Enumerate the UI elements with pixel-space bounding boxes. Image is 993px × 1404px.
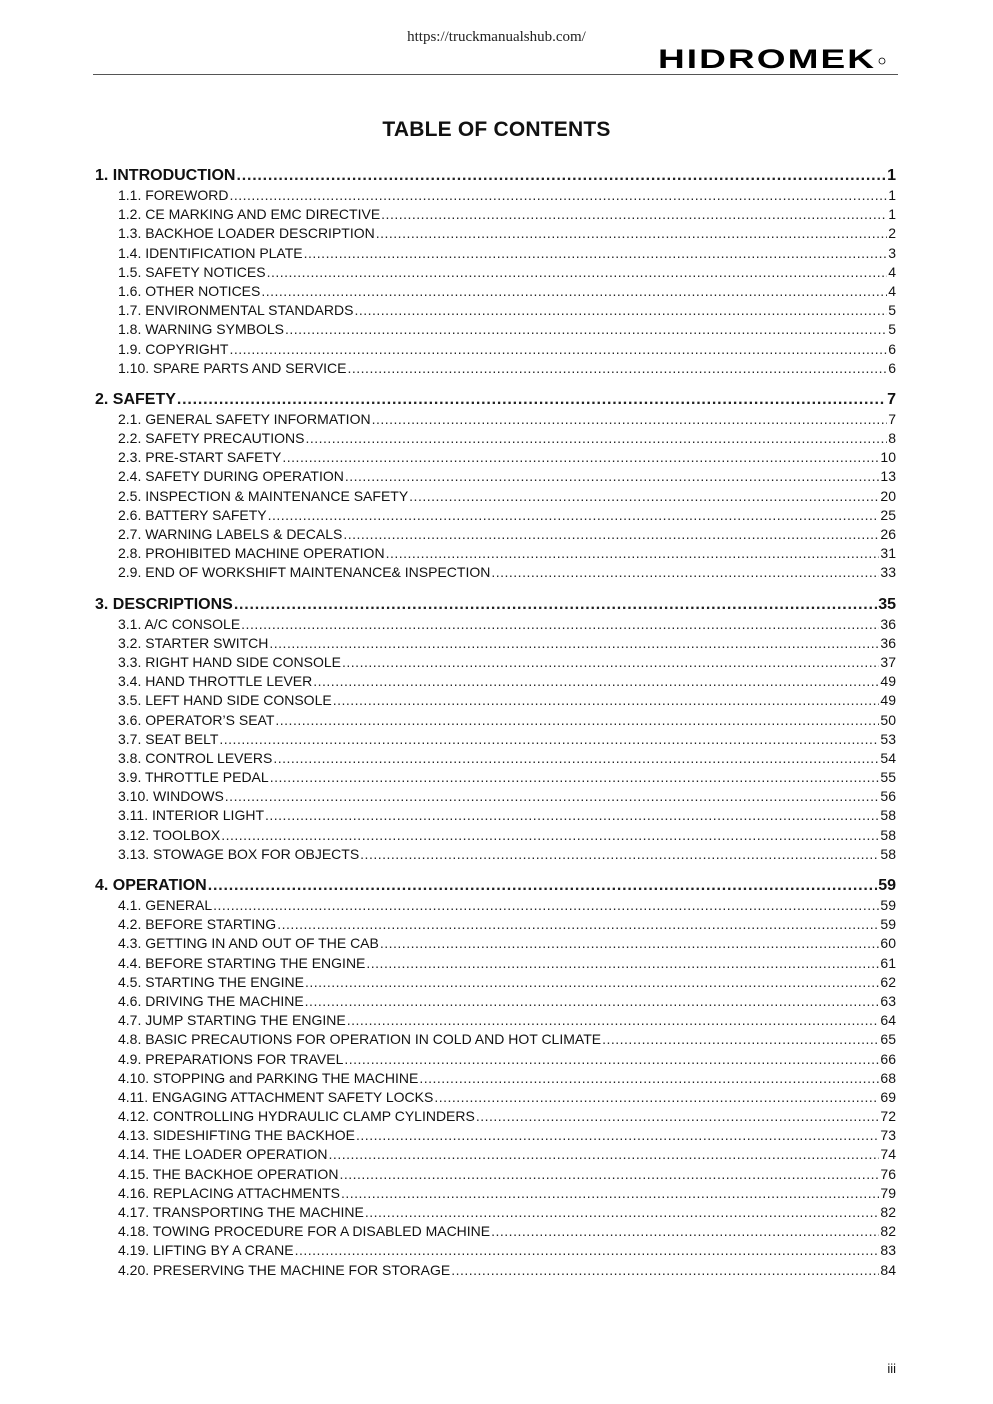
- toc-entry[interactable]: [95, 263, 896, 282]
- toc-entry-label: 3.2. STARTER SWITCH: [118, 634, 269, 651]
- toc-entry[interactable]: [95, 186, 896, 205]
- dot-leader: [313, 672, 879, 691]
- toc-chapter[interactable]: [95, 390, 896, 409]
- toc-entry-label: 3.6. OPERATOR’S SEAT: [118, 711, 275, 728]
- dot-leader: [343, 525, 879, 544]
- toc-entry-page: 58: [880, 845, 896, 862]
- toc-entry[interactable]: [95, 320, 896, 339]
- toc-entry-label: 4.12. CONTROLLING HYDRAULIC CLAMP CYLINDERS: [118, 1108, 475, 1125]
- toc-entry-page: 54: [880, 749, 896, 766]
- toc-entry-label: 4.11. ENGAGING ATTACHMENT SAFETY LOCKS: [118, 1088, 434, 1105]
- toc-entry-label: 1.2. CE MARKING AND EMC DIRECTIVE: [118, 206, 381, 223]
- toc-entry-label: 1.3. BACKHOE LOADER DESCRIPTION: [118, 225, 375, 242]
- dot-leader: [234, 595, 877, 614]
- toc-entry[interactable]: [95, 487, 896, 506]
- toc-entry-page: 58: [880, 807, 896, 824]
- toc-entry[interactable]: [95, 563, 896, 582]
- toc-entry-page: 65: [880, 1031, 896, 1048]
- dot-leader: [345, 467, 880, 486]
- dot-leader: [236, 166, 886, 185]
- dot-leader: [376, 224, 887, 243]
- toc-entry-page: 60: [880, 935, 896, 952]
- toc-entry-label: 2.1. GENERAL SAFETY INFORMATION: [118, 410, 371, 427]
- toc-entry-page: 13: [880, 468, 896, 485]
- toc-entry[interactable]: [95, 749, 896, 768]
- hidromek-logo: [658, 45, 886, 73]
- dot-leader: [269, 634, 879, 653]
- toc-entry[interactable]: [95, 806, 896, 825]
- toc-entry-label: 4.5. STARTING THE ENGINE: [118, 973, 304, 990]
- dot-leader: [329, 1145, 880, 1164]
- toc-entry[interactable]: [95, 730, 896, 749]
- toc-section: [95, 595, 896, 864]
- dot-leader: [386, 544, 880, 563]
- toc-entry-label: 1.5. SAFETY NOTICES: [118, 263, 266, 280]
- toc-entry-label: 4.1. GENERAL: [118, 897, 213, 913]
- toc-chapter-page: 1: [887, 167, 896, 184]
- toc-entry[interactable]: [95, 787, 896, 806]
- toc-entry[interactable]: [95, 1030, 896, 1049]
- toc-entry[interactable]: [95, 973, 896, 992]
- dot-leader: [282, 448, 879, 467]
- toc-entry[interactable]: [95, 467, 896, 486]
- toc-entry-page: 7: [888, 410, 896, 427]
- toc-entry-label: 3.12. TOOLBOX: [118, 826, 221, 843]
- toc-entry-page: 37: [880, 653, 896, 670]
- toc-entry-page: 31: [880, 545, 896, 562]
- toc-entry-page: 59: [880, 916, 896, 933]
- dot-leader: [267, 263, 888, 282]
- dot-leader: [208, 876, 877, 895]
- toc-entry[interactable]: [95, 525, 896, 544]
- toc-entry-label: 2.8. PROHIBITED MACHINE OPERATION: [118, 545, 385, 562]
- toc-entry-label: 3.13. STOWAGE BOX FOR OBJECTS: [118, 845, 360, 862]
- toc-entry-label: 4.6. DRIVING THE MACHINE: [118, 992, 304, 1009]
- toc-entry-page: 8: [888, 430, 896, 447]
- toc-entry-label: 4.8. BASIC PRECAUTIONS FOR OPERATION IN COLD AND HOT CLIMATE: [118, 1031, 602, 1048]
- toc-entry-page: 82: [880, 1223, 896, 1240]
- toc-entry-page: 73: [880, 1127, 896, 1144]
- dot-leader: [409, 487, 879, 506]
- dot-leader: [273, 749, 879, 768]
- toc-entry-page: 25: [880, 506, 896, 523]
- toc-chapter-label: 4. OPERATION: [95, 877, 207, 894]
- toc-entry-page: 62: [880, 973, 896, 990]
- toc-entry[interactable]: [95, 1165, 896, 1184]
- toc-chapter[interactable]: [95, 876, 896, 895]
- toc-entry-label: 3.9. THROTTLE PEDAL: [118, 769, 269, 786]
- toc-entry-label: 2.5. INSPECTION & MAINTENANCE SAFETY: [118, 487, 409, 504]
- toc-chapter-page: 59: [878, 877, 896, 894]
- dot-leader: [365, 1203, 880, 1222]
- toc-entry-label: 1.6. OTHER NOTICES: [118, 282, 261, 299]
- toc-entry[interactable]: [95, 506, 896, 525]
- toc-entry[interactable]: [95, 448, 896, 467]
- toc-entry[interactable]: [95, 826, 896, 845]
- toc-entry-label: 4.14. THE LOADER OPERATION: [118, 1146, 328, 1163]
- dot-leader: [229, 340, 887, 359]
- toc-entry-page: 76: [880, 1165, 896, 1182]
- dot-leader: [366, 954, 879, 973]
- toc-entry[interactable]: [95, 1184, 896, 1203]
- dot-leader: [491, 563, 879, 582]
- dot-leader: [419, 1069, 879, 1088]
- toc-entry-page: 6: [888, 340, 896, 357]
- dot-leader: [333, 691, 880, 710]
- toc-entry[interactable]: [95, 915, 896, 934]
- toc-entry[interactable]: [95, 615, 896, 634]
- toc-section: [95, 166, 896, 378]
- toc-entry-label: 2.2. SAFETY PRECAUTIONS: [118, 430, 305, 447]
- toc-entry[interactable]: [95, 1241, 896, 1260]
- toc-entry-label: 2.4. SAFETY DURING OPERATION: [118, 468, 344, 485]
- toc-entry-page: 49: [880, 673, 896, 690]
- toc-entry[interactable]: [95, 282, 896, 301]
- toc-entry-label: 4.7. JUMP STARTING THE ENGINE: [118, 1012, 346, 1029]
- dot-leader: [360, 845, 879, 864]
- toc-entry-page: 5: [888, 321, 896, 338]
- toc-entry-label: 2.9. END OF WORKSHIFT MAINTENANCE& INSPECTION: [118, 564, 491, 581]
- dot-leader: [347, 1011, 880, 1030]
- toc-entry-label: 3.11. INTERIOR LIGHT: [118, 807, 264, 824]
- toc-entry-label: 3.4. HAND THROTTLE LEVER: [118, 673, 313, 690]
- dot-leader: [305, 973, 879, 992]
- toc-entry[interactable]: [95, 1203, 896, 1222]
- toc-entry-page: 84: [880, 1261, 896, 1278]
- toc-entry[interactable]: [95, 340, 896, 359]
- dot-leader: [241, 615, 879, 634]
- dot-leader: [213, 896, 879, 915]
- dot-leader: [341, 1184, 879, 1203]
- toc-entry-label: 4.20. PRESERVING THE MACHINE FOR STORAGE: [118, 1261, 451, 1278]
- toc-entry-page: 64: [880, 1012, 896, 1029]
- toc-entry-label: 4.16. REPLACING ATTACHMENTS: [118, 1184, 340, 1201]
- dot-leader: [268, 506, 880, 525]
- toc-entry-page: 4: [888, 263, 896, 280]
- toc-entry-label: 4.9. PREPARATIONS FOR TRAVEL: [118, 1050, 344, 1067]
- toc-entry[interactable]: [95, 1011, 896, 1030]
- toc-entry-label: 2.6. BATTERY SAFETY: [118, 506, 267, 523]
- toc-entry-page: 69: [880, 1088, 896, 1105]
- dot-leader: [344, 1050, 879, 1069]
- dot-leader: [277, 915, 879, 934]
- dot-leader: [225, 787, 880, 806]
- toc-entry-page: 26: [880, 526, 896, 542]
- toc-entry-page: 4: [888, 282, 896, 299]
- toc-entry-label: 2.7. WARNING LABELS & DECALS: [118, 526, 343, 542]
- toc-entry-page: 6: [888, 359, 896, 376]
- toc-entry-page: 3: [888, 244, 896, 261]
- toc-entry-page: 59: [880, 897, 896, 913]
- dot-leader: [476, 1107, 880, 1126]
- toc-entry-label: 3.1. A/C CONSOLE: [118, 615, 241, 632]
- toc-entry-page: 20: [880, 487, 896, 504]
- toc-entry-page: 74: [880, 1146, 896, 1163]
- toc-entry-page: 61: [880, 954, 896, 971]
- toc-entry-page: 1: [888, 187, 896, 203]
- dot-leader: [229, 186, 887, 205]
- toc-entry[interactable]: [95, 301, 896, 320]
- toc-entry[interactable]: [95, 1126, 896, 1145]
- toc-entry[interactable]: [95, 954, 896, 973]
- dot-leader: [348, 359, 888, 378]
- dot-leader: [177, 390, 886, 409]
- toc-entry[interactable]: [95, 1145, 896, 1164]
- dot-leader: [380, 934, 880, 953]
- toc-entry-label: 4.19. LIFTING BY A CRANE: [118, 1242, 294, 1259]
- toc-section: [95, 390, 896, 583]
- page-title: TABLE OF CONTENTS: [382, 118, 611, 141]
- toc-entry-page: 10: [880, 449, 896, 466]
- toc-entry-label: 4.18. TOWING PROCEDURE FOR A DISABLED MACHINE: [118, 1223, 491, 1240]
- dot-leader: [342, 653, 879, 672]
- toc-chapter[interactable]: [95, 595, 896, 614]
- toc-entry-label: 1.1. FOREWORD: [118, 187, 229, 203]
- toc-entry-page: 79: [880, 1184, 896, 1201]
- toc-entry-label: 1.10. SPARE PARTS AND SERVICE: [118, 359, 347, 376]
- toc-entry-label: 1.4. IDENTIFICATION PLATE: [118, 244, 303, 261]
- toc-entry-page: 72: [880, 1108, 896, 1125]
- toc-entry[interactable]: [95, 934, 896, 953]
- toc-chapter-page: 35: [878, 595, 896, 613]
- header-divider: [93, 74, 898, 75]
- svg-text:HIDROMEK: HIDROMEK: [658, 45, 876, 73]
- dot-leader: [339, 1165, 879, 1184]
- dot-leader: [354, 301, 887, 320]
- toc-entry[interactable]: [95, 1069, 896, 1088]
- toc-entry-label: 1.9. COPYRIGHT: [118, 340, 229, 357]
- toc-entry-page: 53: [880, 730, 896, 747]
- toc-entry-label: 3.7. SEAT BELT: [118, 730, 219, 747]
- toc-section: [95, 876, 896, 1280]
- toc-entry-page: 5: [888, 302, 896, 319]
- toc-entry[interactable]: [95, 1107, 896, 1126]
- toc-entry[interactable]: [95, 1222, 896, 1241]
- toc-entry-label: 1.7. ENVIRONMENTAL STANDARDS: [118, 302, 354, 319]
- dot-leader: [219, 730, 879, 749]
- dot-leader: [602, 1030, 879, 1049]
- dot-leader: [305, 992, 880, 1011]
- toc-entry-page: 58: [880, 826, 896, 843]
- toc-entry[interactable]: [95, 1050, 896, 1069]
- dot-leader: [381, 205, 887, 224]
- toc-entry[interactable]: [95, 653, 896, 672]
- toc-entry-page: 1: [888, 206, 896, 223]
- toc-entry-label: 3.5. LEFT HAND SIDE CONSOLE: [118, 692, 332, 709]
- dot-leader: [295, 1241, 880, 1260]
- toc-entry-page: 63: [880, 992, 896, 1009]
- dot-leader: [305, 429, 887, 448]
- toc-entry[interactable]: [95, 359, 896, 378]
- dot-leader: [356, 1126, 879, 1145]
- toc-entry-label: 1.8. WARNING SYMBOLS: [118, 321, 284, 338]
- toc-entry-label: 4.2. BEFORE STARTING: [118, 916, 277, 933]
- toc-entry-label: 4.10. STOPPING and PARKING THE MACHINE: [118, 1069, 419, 1086]
- toc-entry[interactable]: [95, 896, 896, 915]
- toc-entry-label: 3.10. WINDOWS: [118, 788, 224, 805]
- toc-entry[interactable]: [95, 634, 896, 653]
- toc-entry-page: 36: [880, 634, 896, 651]
- toc-entry-page: 83: [880, 1242, 896, 1259]
- toc-entry-label: 4.13. SIDESHIFTING THE BACKHOE: [118, 1127, 356, 1144]
- dot-leader: [372, 410, 888, 429]
- toc-entry[interactable]: [95, 224, 896, 243]
- toc-entry[interactable]: [95, 1261, 896, 1280]
- toc-entry[interactable]: [95, 429, 896, 448]
- toc-chapter-page: 7: [887, 390, 896, 408]
- toc-entry-page: 66: [880, 1050, 896, 1067]
- dot-leader: [261, 282, 887, 301]
- toc-entry-page: 55: [880, 769, 896, 786]
- toc-entry-page: 36: [880, 615, 896, 632]
- toc-entry-label: 4.3. GETTING IN AND OUT OF THE CAB: [118, 935, 379, 952]
- toc-entry-label: 4.15. THE BACKHOE OPERATION: [118, 1165, 339, 1182]
- toc-entry-page: 2: [888, 225, 896, 242]
- dot-leader: [491, 1222, 879, 1241]
- toc-chapter-label: 1. INTRODUCTION: [95, 167, 236, 184]
- source-url: https://truckmanualshub.com/: [407, 29, 586, 45]
- toc-chapter-label: 2. SAFETY: [95, 390, 176, 408]
- toc-entry[interactable]: [95, 992, 896, 1011]
- page-number: iii: [887, 1361, 896, 1376]
- toc-entry[interactable]: [95, 768, 896, 787]
- toc-chapter[interactable]: [95, 166, 896, 185]
- toc-entry-page: 56: [880, 788, 896, 805]
- toc-entry-label: 3.3. RIGHT HAND SIDE CONSOLE: [118, 653, 342, 670]
- dot-leader: [221, 826, 879, 845]
- toc-entry[interactable]: [95, 845, 896, 864]
- toc-entry-label: 2.3. PRE-START SAFETY: [118, 449, 282, 466]
- toc-entry-page: 68: [880, 1069, 896, 1086]
- toc-entry[interactable]: [95, 544, 896, 563]
- dot-leader: [304, 244, 888, 263]
- toc-entry[interactable]: [95, 672, 896, 691]
- toc-chapter-label: 3. DESCRIPTIONS: [95, 595, 233, 613]
- toc-entry[interactable]: [95, 711, 896, 730]
- toc-entry[interactable]: [95, 244, 896, 263]
- toc-entry-page: 49: [880, 692, 896, 709]
- toc-entry-label: 3.8. CONTROL LEVERS: [118, 749, 273, 766]
- dot-leader: [265, 806, 879, 825]
- dot-leader: [434, 1088, 879, 1107]
- dot-leader: [451, 1261, 879, 1280]
- toc-entry[interactable]: [95, 205, 896, 224]
- dot-leader: [285, 320, 887, 339]
- toc-entry[interactable]: [95, 1088, 896, 1107]
- toc-entry[interactable]: [95, 410, 896, 429]
- dot-leader: [275, 711, 879, 730]
- dot-leader: [270, 768, 880, 787]
- toc-entry-page: 50: [880, 711, 896, 728]
- toc-entry-label: 4.17. TRANSPORTING THE MACHINE: [118, 1204, 364, 1220]
- table-of-contents: [95, 166, 896, 1292]
- toc-entry-page: 82: [880, 1204, 896, 1220]
- toc-entry-page: 33: [880, 564, 896, 581]
- toc-entry[interactable]: [95, 691, 896, 710]
- toc-entry-label: 4.4. BEFORE STARTING THE ENGINE: [118, 954, 366, 971]
